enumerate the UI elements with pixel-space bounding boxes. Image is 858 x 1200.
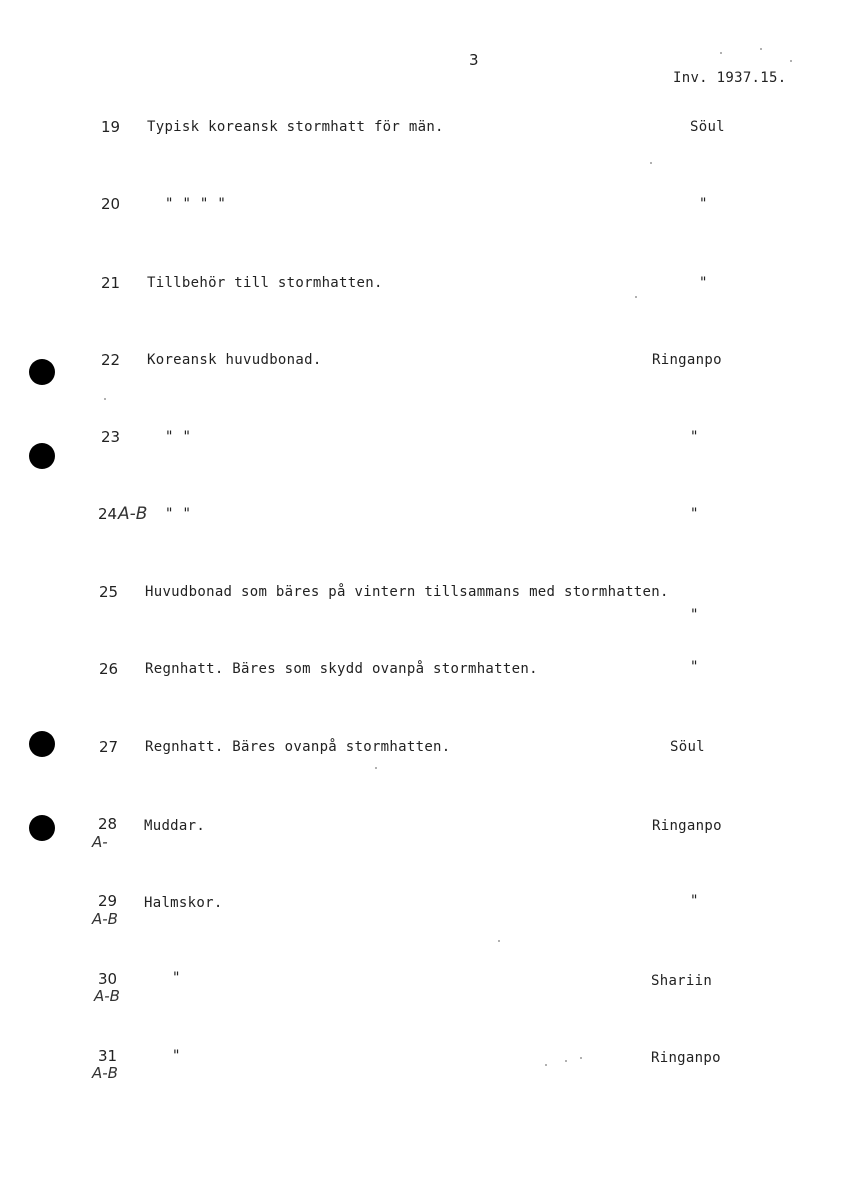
item-place: Ringanpo [652, 818, 722, 834]
item-description: " " " " [165, 196, 227, 212]
item-description: Koreansk huvudbonad. [147, 352, 322, 368]
item-place: Ringanpo [652, 352, 722, 368]
item-description: Tillbehör till stormhatten. [147, 275, 383, 291]
item-place: " [690, 429, 699, 445]
scan-speck [650, 162, 652, 164]
item-number: 22 [101, 351, 121, 369]
scan-speck [580, 1057, 582, 1059]
item-number: 19 [101, 118, 121, 136]
scan-speck [375, 767, 377, 769]
item-description: " [172, 1048, 181, 1064]
item-description: " [172, 970, 181, 986]
scan-speck [635, 296, 637, 298]
inventory-number: Inv. 1937.15. [673, 70, 787, 86]
item-description: Typisk koreansk stormhatt för män. [147, 119, 444, 135]
handwritten-suffix: A-B [92, 1064, 118, 1082]
punch-hole [29, 731, 55, 757]
item-place: " [690, 659, 699, 675]
handwritten-suffix: A- [92, 833, 108, 851]
item-description: Regnhatt. Bäres som skydd ovanpå stormhatten. [145, 661, 538, 677]
item-number: 20 [101, 195, 121, 213]
item-description: " " [165, 506, 192, 522]
item-number: 29 [98, 892, 118, 910]
item-number: 27 [99, 738, 119, 756]
scan-speck [104, 398, 106, 400]
item-number: 21 [101, 274, 121, 292]
item-number: 31 [98, 1047, 118, 1065]
item-number: 30 [98, 970, 118, 988]
item-description: Muddar. [144, 818, 206, 834]
item-description: Regnhatt. Bäres ovanpå stormhatten. [145, 739, 451, 755]
scan-speck [760, 48, 762, 50]
item-description: Halmskor. [144, 895, 223, 911]
handwritten-suffix: A-B [118, 504, 148, 524]
item-place: " [690, 506, 699, 522]
scan-speck [565, 1060, 567, 1062]
page-number: 3 [469, 51, 479, 69]
item-number: 28 [98, 815, 118, 833]
item-place: Söul [690, 119, 725, 135]
scan-speck [790, 60, 792, 62]
item-number: 26 [99, 660, 119, 678]
item-place: Shariin [651, 973, 713, 989]
handwritten-suffix: A-B [94, 987, 120, 1005]
punch-hole [29, 815, 55, 841]
punch-hole [29, 359, 55, 385]
item-place: Ringanpo [651, 1050, 721, 1066]
item-number: 24 [98, 505, 118, 523]
item-number: 23 [101, 428, 121, 446]
scan-speck [720, 52, 722, 54]
handwritten-suffix: A-B [92, 910, 118, 928]
item-place: " [690, 893, 699, 909]
item-place: Söul [670, 739, 705, 755]
punch-hole [29, 443, 55, 469]
scan-speck [545, 1064, 547, 1066]
item-description: " " [165, 429, 192, 445]
item-place: " [699, 196, 708, 212]
item-place: " [690, 607, 699, 623]
scan-speck [498, 940, 500, 942]
item-number: 25 [99, 583, 119, 601]
item-place: " [699, 275, 708, 291]
item-description: Huvudbonad som bäres på vintern tillsammans med stormhatten. [145, 584, 669, 600]
